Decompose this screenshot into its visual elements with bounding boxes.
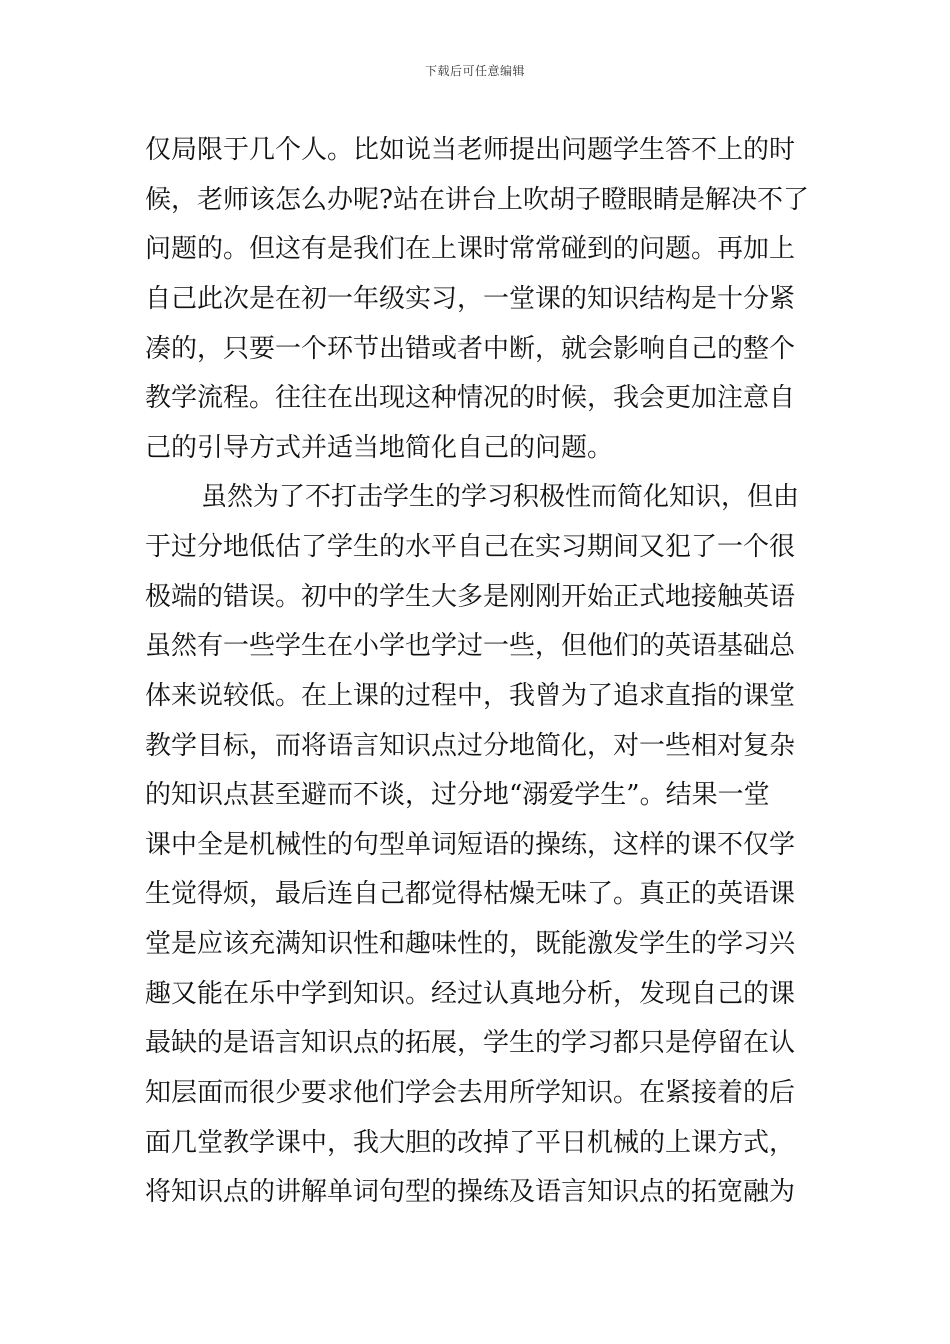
text-line: 的知识点甚至避而不谈，过分地“溺爱学生”。结果一堂 (145, 780, 770, 810)
text-line: 课中全是机械性的句型单词短语的操练，这样的课不仅学 (145, 830, 796, 860)
page-header: 下载后可任意编辑 (424, 64, 525, 78)
text-line: 教学流程。往往在出现这种情况的时候，我会更加注意自 (145, 383, 796, 413)
text-line: 候，老师该怎么办呢?站在讲台上吹胡子瞪眼睛是解决不了 (145, 185, 809, 215)
text-line: 凑的，只要一个环节出错或者中断，就会影响自己的整个 (145, 334, 796, 364)
text-line: 自己此次是在初一年级实习，一堂课的知识结构是十分紧 (145, 284, 796, 314)
text-line: 于过分地低估了学生的水平自己在实习期间又犯了一个很 (145, 532, 796, 562)
text-line: 面几堂教学课中，我大胆的改掉了平日机械的上课方式， (145, 1128, 796, 1158)
text-line: 堂是应该充满知识性和趣味性的，既能激发学生的学习兴 (145, 929, 796, 959)
text-line: 教学目标，而将语言知识点过分地简化，对一些相对复杂 (145, 731, 796, 761)
text-line: 生觉得烦，最后连自己都觉得枯燥无味了。真正的英语课 (145, 879, 796, 909)
text-line: 虽然为了不打击学生的学习积极性而简化知识，但由 (201, 482, 800, 512)
text-line: 虽然有一些学生在小学也学过一些，但他们的英语基础总 (145, 631, 796, 661)
text-line: 极端的错误。初中的学生大多是刚刚开始正式地接触英语 (145, 582, 796, 612)
text-line: 己的引导方式并适当地简化自己的问题。 (145, 433, 614, 463)
text-line: 将知识点的讲解单词句型的操练及语言知识点的拓宽融为 (145, 1177, 796, 1207)
text-line: 仅局限于几个人。比如说当老师提出问题学生答不上的时 (145, 135, 796, 165)
text-line: 问题的。但这有是我们在上课时常常碰到的问题。再加上 (145, 234, 796, 264)
text-line: 趣又能在乐中学到知识。经过认真地分析，发现自己的课 (145, 979, 796, 1009)
text-line: 体来说较低。在上课的过程中，我曾为了追求直指的课堂 (145, 681, 796, 711)
text-line: 最缺的是语言知识点的拓展，学生的学习都只是停留在认 (145, 1028, 796, 1058)
text-line: 知层面而很少要求他们学会去用所学知识。在紧接着的后 (145, 1078, 796, 1108)
